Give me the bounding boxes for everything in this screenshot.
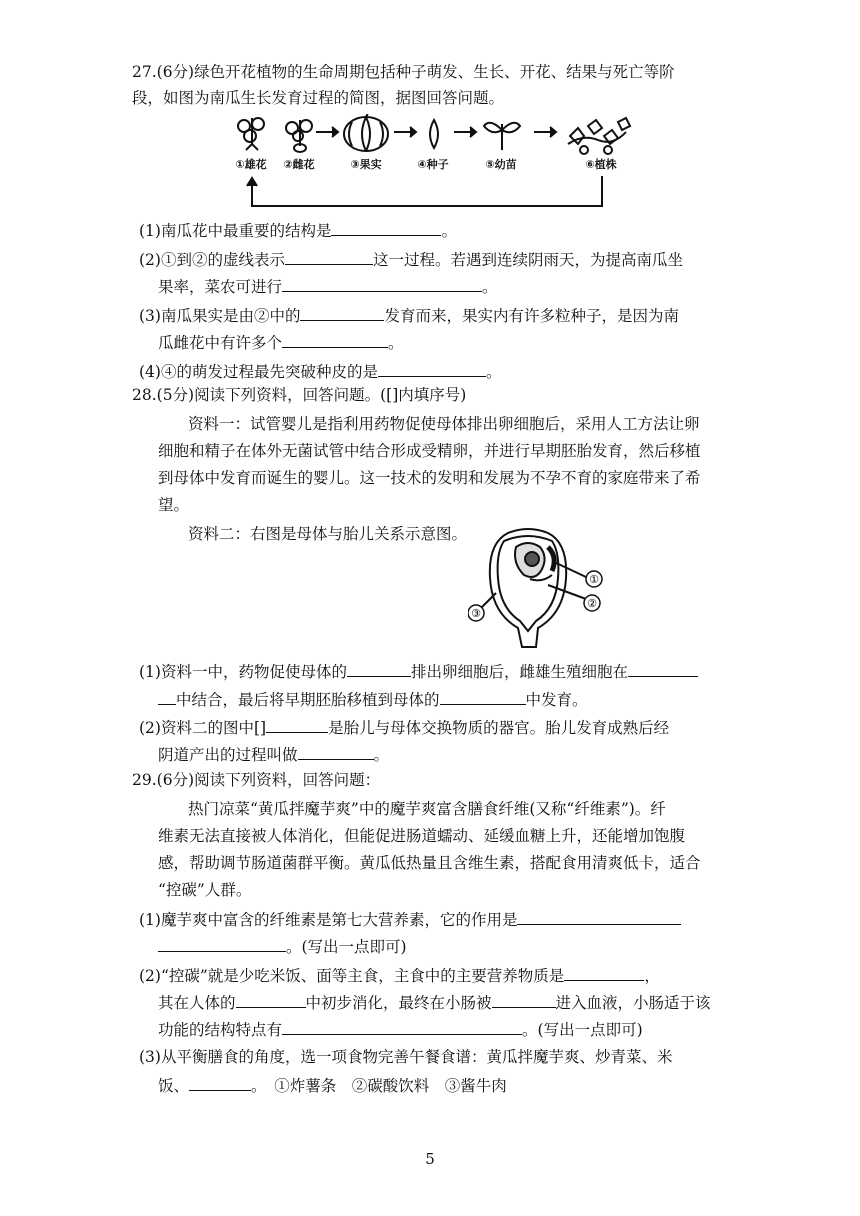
- answer-blank[interactable]: [628, 660, 698, 677]
- answer-blank[interactable]: [378, 360, 486, 377]
- answer-blank[interactable]: [517, 908, 681, 925]
- answer-blank[interactable]: [282, 275, 482, 292]
- answer-blank[interactable]: [189, 1074, 251, 1091]
- q27-stem-line1: 27.(6分)绿色开花植物的生命周期包括种子萌发、生长、开花、结果与死亡等阶: [132, 63, 675, 81]
- q28-part1-line1: (1)资料一中，药物促使母体的 排出卵细胞后，雌雄生殖细胞在: [139, 660, 698, 682]
- answer-blank[interactable]: [564, 964, 644, 981]
- answer-blank[interactable]: [347, 660, 411, 677]
- placenta-icon: [548, 547, 554, 571]
- fig-label-3: ③: [471, 607, 481, 620]
- mother-fetus-diagram: [468, 523, 618, 653]
- q29-material-line4: “控碳”人群。: [158, 881, 252, 899]
- q27-part2-line1: (2)①到②的虚线表示 这一过程。若遇到连续阴雨天，为提高南瓜坐: [139, 248, 683, 270]
- answer-blank[interactable]: [298, 743, 374, 760]
- q29-part2-line2: 其在人体的 中初步消化，最终在小肠被 进入血液，小肠适于该: [158, 991, 711, 1013]
- answer-blank[interactable]: [236, 991, 306, 1008]
- female-flower-icon: [286, 120, 312, 152]
- seed-icon: [430, 120, 438, 148]
- plant-icon: [568, 118, 630, 154]
- q28-stem: 28.(5分)阅读下列资料，回答问题。([]内填序号): [132, 386, 467, 404]
- q27-part3-line2: 瓜雌花中有许多个 。: [158, 331, 404, 353]
- stage-label-male-flower: ①雄花: [235, 158, 267, 171]
- q29-part1-line2: 。(写出一点即可): [158, 935, 407, 957]
- answer-blank[interactable]: [282, 331, 388, 348]
- answer-blank[interactable]: [266, 716, 328, 733]
- q28-part1-line2: 中结合，最后将早期胚胎移植到母体的 中发育。: [158, 688, 588, 710]
- q28-material1-line1: 资料一：试管婴儿是指利用药物促使母体排出卵细胞后，采用人工方法让卵: [188, 415, 700, 433]
- answer-blank[interactable]: [158, 688, 176, 705]
- answer-blank[interactable]: [440, 688, 526, 705]
- fig-label-1: ①: [589, 573, 599, 586]
- fig-label-2: ②: [587, 597, 597, 610]
- male-flower-icon: [238, 118, 264, 150]
- answer-blank[interactable]: [492, 991, 556, 1008]
- q27-part2-line2: 果率，菜农可进行 。: [158, 275, 498, 297]
- q27-part3-line1: (3)南瓜果实是由②中的 发育而来，果实内有许多粒种子，是因为南: [139, 304, 679, 326]
- q29-part1-line1: (1)魔芋爽中富含的纤维素是第七大营养素，它的作用是: [139, 908, 681, 930]
- q29-part2-line3: 功能的结构特点有 。(写出一点即可): [158, 1018, 643, 1040]
- answer-blank[interactable]: [158, 935, 286, 952]
- stage-label-female-flower: ②雌花: [283, 158, 315, 171]
- q29-part2-line1: (2)“控碳”就是少吃米饭、面等主食，主食中的主要营养物质是 ，: [139, 964, 660, 986]
- answer-blank[interactable]: [285, 248, 373, 265]
- page-number: 5: [425, 1150, 435, 1168]
- q28-part2-line2: 阴道产出的过程叫做 。: [158, 743, 389, 765]
- answer-blank[interactable]: [331, 219, 441, 236]
- q29-material-line1: 热门凉菜“黄瓜拌魔芋爽”中的魔芋爽富含膳食纤维(又称“纤维素”)。纤: [188, 800, 666, 818]
- q28-part2-line1: (2)资料二的图中[] 是胎儿与母体交换物质的器官。胎儿发育成熟后经: [139, 716, 669, 738]
- answer-blank[interactable]: [282, 1018, 522, 1035]
- pumpkin-fruit-icon: [344, 114, 388, 151]
- stage-label-plant: ⑥植株: [585, 158, 617, 171]
- q28-material1-line3: 到母体中发育而诞生的婴儿。这一技术的发明和发展为不孕不育的家庭带来了希: [158, 469, 701, 487]
- q29-part3-line2: 饭、 。 ①炸薯条 ②碳酸饮料 ③酱牛肉: [158, 1074, 507, 1096]
- stage-label-seedling: ⑤幼苗: [485, 158, 517, 171]
- q29-material-line2: 维素无法直接被人体消化，但能促进肠道蠕动、延缓血糖上升，还能增加饱腹: [158, 827, 686, 845]
- q29-part3-line1: (3)从平衡膳食的角度，选一项食物完善午餐食谱：黄瓜拌魔芋爽、炒青菜、米: [139, 1048, 673, 1066]
- answer-blank[interactable]: [300, 304, 384, 321]
- q29-stem: 29.(6分)阅读下列资料，回答问题：: [132, 771, 381, 789]
- q27-stem-line2: 段，如图为南瓜生长发育过程的简图，据图回答问题。: [132, 89, 505, 107]
- seedling-icon: [484, 123, 520, 150]
- stage-label-seed: ④种子: [417, 158, 449, 171]
- q28-material1-line4: 望。: [158, 496, 190, 514]
- q27-part1: (1)南瓜花中最重要的结构是 。: [139, 219, 457, 241]
- stage-label-fruit: ③果实: [350, 158, 382, 171]
- q27-part4: (4)④的萌发过程最先突破种皮的是 。: [139, 360, 501, 382]
- q28-material1-line2: 细胞和精子在体外无菌试管中结合形成受精卵，并进行早期胚胎发育，然后移植: [158, 442, 701, 460]
- q28-material2: 资料二：右图是母体与胎儿关系示意图。: [188, 525, 468, 543]
- q29-material-line3: 感，帮助调节肠道菌群平衡。黄瓜低热量且含维生素，搭配食用清爽低卡，适合: [158, 854, 701, 872]
